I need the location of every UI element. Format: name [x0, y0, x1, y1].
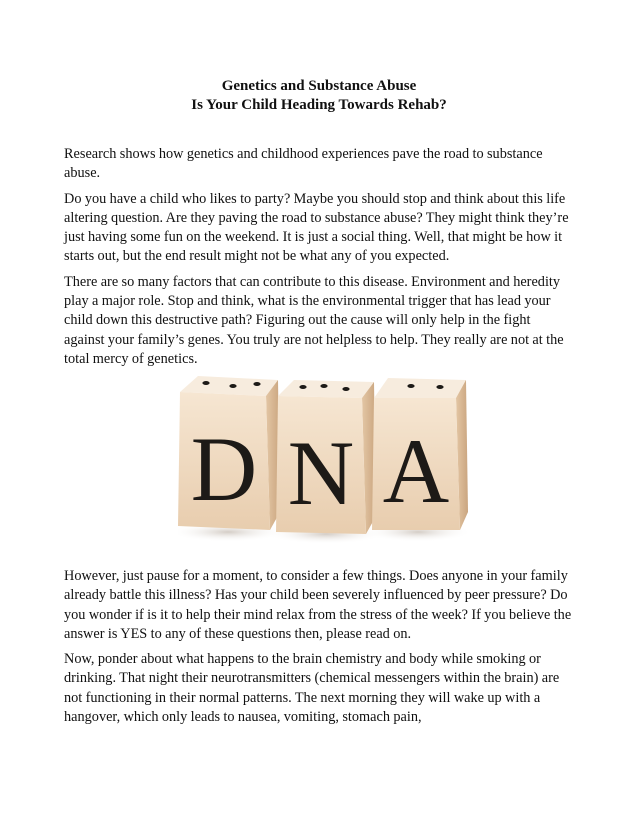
pip — [342, 387, 349, 391]
paragraph: However, just pause for a moment, to consider a few things. Does anyone in your family already battle this illness? Has your child been severely influenced by peer pressure? Do you wonder if is it to help their mind relax from the stress of the week? If you believe the answer is YES to any of these questions then, please read on. — [64, 568, 572, 642]
document-title: Genetics and Substance Abuse — [221, 78, 417, 94]
document-subtitle: Is Your Child Heading Towards Rehab? — [191, 97, 447, 113]
paragraph: Now, ponder about what happens to the brain chemistry and body while smoking or drinking. That night their neurotransmitters (chemical messengers within the brain) are not functioning in their normal patterns. The next morning they will wake up with a hangover, which only leads to nausea, vomiting, stomach pain, — [64, 651, 560, 726]
body-text-bottom — [64, 567, 574, 733]
pip — [253, 382, 260, 386]
dna-blocks-image — [178, 372, 468, 544]
paragraph: There are so many factors that can contribute to this disease. Environment and heredity play a major role. Stop and think, what is the environmental trigger that has lead your child down this destructive path? Figuring out the cause will only help in the fight against your family’s genes. You truly are not helpless to help. They really are not at the total mercy of genetics. — [64, 273, 564, 367]
cube-letter: N — [287, 422, 355, 524]
paragraph: Research shows how genetics and childhood experiences pave the road to substance abuse. — [64, 146, 543, 182]
pip — [202, 381, 209, 385]
dna-blocks-illustration — [178, 372, 468, 544]
cube-d — [178, 376, 280, 530]
cube-a — [372, 378, 468, 530]
pip — [299, 385, 306, 389]
pip — [229, 384, 236, 388]
paragraph: Do you have a child who likes to party? Maybe you should stop and think about this life altering question. Are they paving the road to substance abuse? They might think they’re just having some fun on the weekend. It is just a social thing. Well, that might be how it starts out, but the end result might not be what any of you expected. — [64, 190, 569, 265]
pip — [407, 384, 414, 388]
cube-letter: D — [190, 418, 258, 520]
body-text-top — [64, 145, 574, 375]
pip — [436, 385, 443, 389]
cube-letter: A — [382, 420, 450, 522]
title-block — [0, 77, 638, 115]
pip — [320, 384, 327, 388]
cube-n — [276, 380, 376, 534]
